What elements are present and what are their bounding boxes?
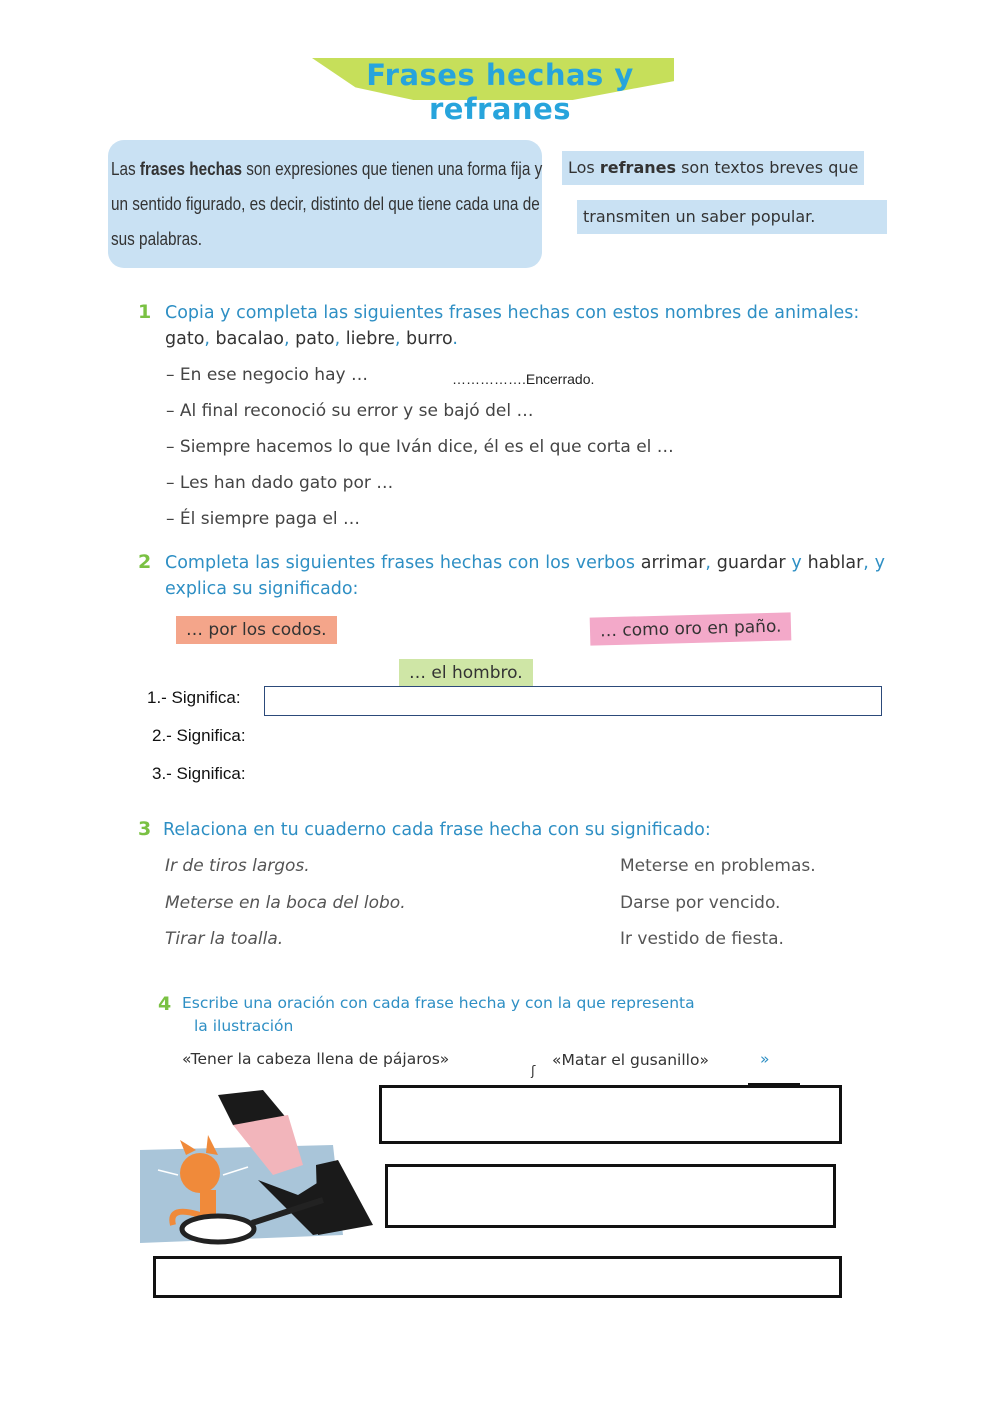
answer-box-2[interactable] (385, 1164, 836, 1228)
phrase-left: Tirar la toalla. (165, 929, 284, 949)
exercise2-text-a: Completa las siguientes frases hechas con los verbos (165, 553, 635, 573)
cat-head (180, 1153, 220, 1193)
significa-label-1: 1.- Significa: (147, 688, 241, 707)
cat-ear (206, 1135, 218, 1155)
verb-word: hablar (807, 553, 864, 573)
exercise2-instructions: Completa las siguientes frases hechas con los verbos arrimar, guardar y hablar, y explica su significado: (165, 553, 885, 599)
definition-part1: Las (111, 159, 140, 179)
refranes-bold: refranes (599, 158, 676, 177)
animal-word: pato (295, 329, 335, 349)
answer-box-1[interactable] (379, 1085, 842, 1144)
exercise1-item: – Siempre hacemos lo que Iván dice, él es el que corta el … (166, 437, 674, 457)
significa-label-3: 3.- Significa: (152, 764, 246, 783)
exercise4-number: 4 (158, 993, 172, 1015)
refranes-pre: Los (568, 158, 600, 177)
exercise1-answer[interactable]: …………….Encerrado. (452, 371, 595, 387)
refranes-line1 (562, 151, 864, 185)
phrase-tag-hombro: … el hombro. (399, 659, 533, 687)
exercise2-y: y (791, 553, 802, 573)
definition-text (111, 152, 545, 257)
animal-word: bacalao (215, 329, 285, 349)
animal-word: liebre (345, 329, 395, 349)
exercise2-text-b: , y explica su significado: (165, 553, 885, 599)
exercise4-line1: Escribe una oración con cada frase hecha y con la que representa (182, 994, 695, 1012)
page-title: Frases hechas y refranes (366, 58, 634, 126)
exercise1-item: – Al final reconoció su error y se bajó del … (166, 401, 534, 421)
phrase-tag-oro: … como oro en paño. (590, 612, 792, 645)
answer-box-3[interactable] (153, 1256, 842, 1298)
phrase-left: Ir de tiros largos. (165, 856, 310, 876)
refranes-line2: transmiten un saber popular. (577, 200, 887, 234)
definition-part2: son expresiones que tienen una forma fija y un sentido figurado, es decir, distinto del que tiene cada una de sus palabras. (111, 159, 543, 249)
animal-word: burro (406, 329, 453, 349)
exercise1-item: – Él siempre paga el … (166, 509, 361, 529)
exercise3-number: 3 (138, 818, 152, 840)
magnifying-glass (182, 1216, 254, 1242)
refranes-post: son textos breves que (676, 158, 859, 177)
significa-input-1[interactable] (264, 686, 882, 716)
verb-word: arrimar (640, 553, 706, 573)
animal-word: gato (165, 329, 205, 349)
meaning-right: Darse por vencido. (620, 893, 781, 913)
exercise1-number: 1 (138, 301, 152, 323)
exercise4-line2: la ilustración (194, 1017, 294, 1035)
coat-back (316, 1160, 373, 1235)
verb-word: guardar (716, 553, 786, 573)
detective-cat-illustration (138, 1085, 383, 1250)
exercise1-instructions: Copia y completa las siguientes frases hechas con estos nombres de animales: gato, bacalao, pato, liebre, burro. (165, 303, 860, 349)
phrase-left: Meterse en la boca del lobo. (165, 893, 406, 913)
meaning-right: Meterse en problemas. (620, 856, 816, 876)
cursor-mark: ʃ (531, 1064, 536, 1079)
box-overline (748, 1083, 800, 1087)
definition-bold: frases hechas (139, 159, 242, 179)
quote-gusanillo: «Matar el gusanillo» (552, 1051, 709, 1069)
chevron-icon: » (760, 1050, 770, 1068)
quote-cabeza: «Tener la cabeza llena de pájaros» (182, 1050, 450, 1068)
exercise1-item: – Les han dado gato por … (166, 473, 394, 493)
exercise1-item: – En ese negocio hay … (166, 365, 368, 385)
significa-label-2: 2.- Significa: (152, 726, 246, 745)
exercise3-instructions: Relaciona en tu cuaderno cada frase hecha con su significado: (163, 820, 711, 840)
exercise1-text: Copia y completa las siguientes frases hechas con estos nombres de animales: (165, 303, 860, 323)
meaning-right: Ir vestido de fiesta. (620, 929, 784, 949)
phrase-tag-codos: … por los codos. (176, 616, 337, 644)
exercise2-number: 2 (138, 551, 152, 573)
